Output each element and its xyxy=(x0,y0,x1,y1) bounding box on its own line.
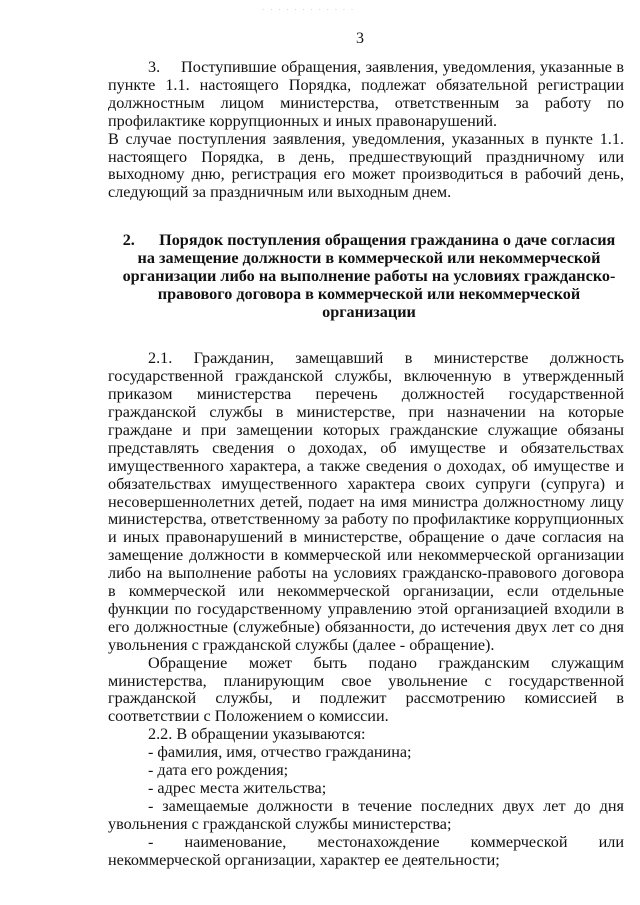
paragraph-item-3 xyxy=(108,59,624,131)
section-2-heading xyxy=(108,231,624,321)
section-number: 2. xyxy=(122,231,135,250)
page-number: 3 xyxy=(356,30,364,47)
list-item: - адрес места жительства; xyxy=(148,779,327,797)
paragraph-2-1-b: Обращение может быть подано гражданским служащим министерства, планирующим свое увольнение с государственной гражданской службы, и подлежит рассмотрению комиссией в соответствии с Положением о комиссии. xyxy=(108,653,624,726)
section-title: Порядок поступления обращения гражданина о даче согласия на замещение должности в коммерческой или некоммерческой организации либо на выполнение работы на условиях гражданско-правового договора в коммерческой или некоммерческой организации xyxy=(122,231,616,322)
list-item: - дата его рождения; xyxy=(148,761,289,780)
list-item: - замещаемые должности в течение последних двух лет до дня увольнения с гражданской службы министерства; xyxy=(108,796,624,833)
paragraph-2-2-intro: 2.2. В обращении указываются: xyxy=(148,725,366,744)
paragraph-2-1: 2.1. Гражданин, замещавший в министерстве должность государственной гражданской службы, включенную в утвержденный приказом министерства перечень должностей государственной гражданской службы в министерстве, при назначении на которые граждане и при замещении которых гражданские служащие обязаны представлять сведения о доходах, об имуществе и обязательствах имущественного характера, а также сведения о доходах, об имуществе и обязательствах имущественного характера своих супруги (супруга) и несовершеннолетних детей, подает на имя министра должностному лицу министерства, ответственному за работу по профилактике коррупционных и иных правонарушений в министерстве, обращение о даче согласия на замещение должности в коммерческой или некоммерческой организации либо на выполнение работы на условиях гражданско-правового договора в коммерческой или некоммерческой организации, если отдельные функции по государственному управлению этой организацией входили в его должностные (служебные) обязанности, до истечения двух лет со дня увольнения с гражданской службы (далее - обращение). xyxy=(108,349,624,654)
item-number: 3. xyxy=(148,58,161,76)
scan-artifact: · · · · · · · · · · · · xyxy=(262,6,356,14)
list-item: - наименование, местонахождение коммерческой или некоммерческой организации, характер ее деятельности; xyxy=(108,832,624,869)
section-2-body xyxy=(108,350,624,869)
paragraph-holiday-note: В случае поступления заявления, уведомления, указанных в пункте 1.1. настоящего Порядка, в день, предшествующий праздничному или выходному дню, регистрация его может производиться в рабочий день, следующий за праздничным или выходным днем. xyxy=(108,129,624,202)
section-heading xyxy=(108,231,624,321)
document-body xyxy=(108,59,624,870)
list-item: - фамилия, имя, отчество гражданина; xyxy=(148,743,412,762)
item-3-text: Поступившие обращения, заявления, уведомления, указанные в пункте 1.1. настоящего Порядка, подлежат обязательной регистрации должностным лицом министерства, ответственным за работу по профилактике коррупционных и иных правонарушений. xyxy=(108,58,624,130)
